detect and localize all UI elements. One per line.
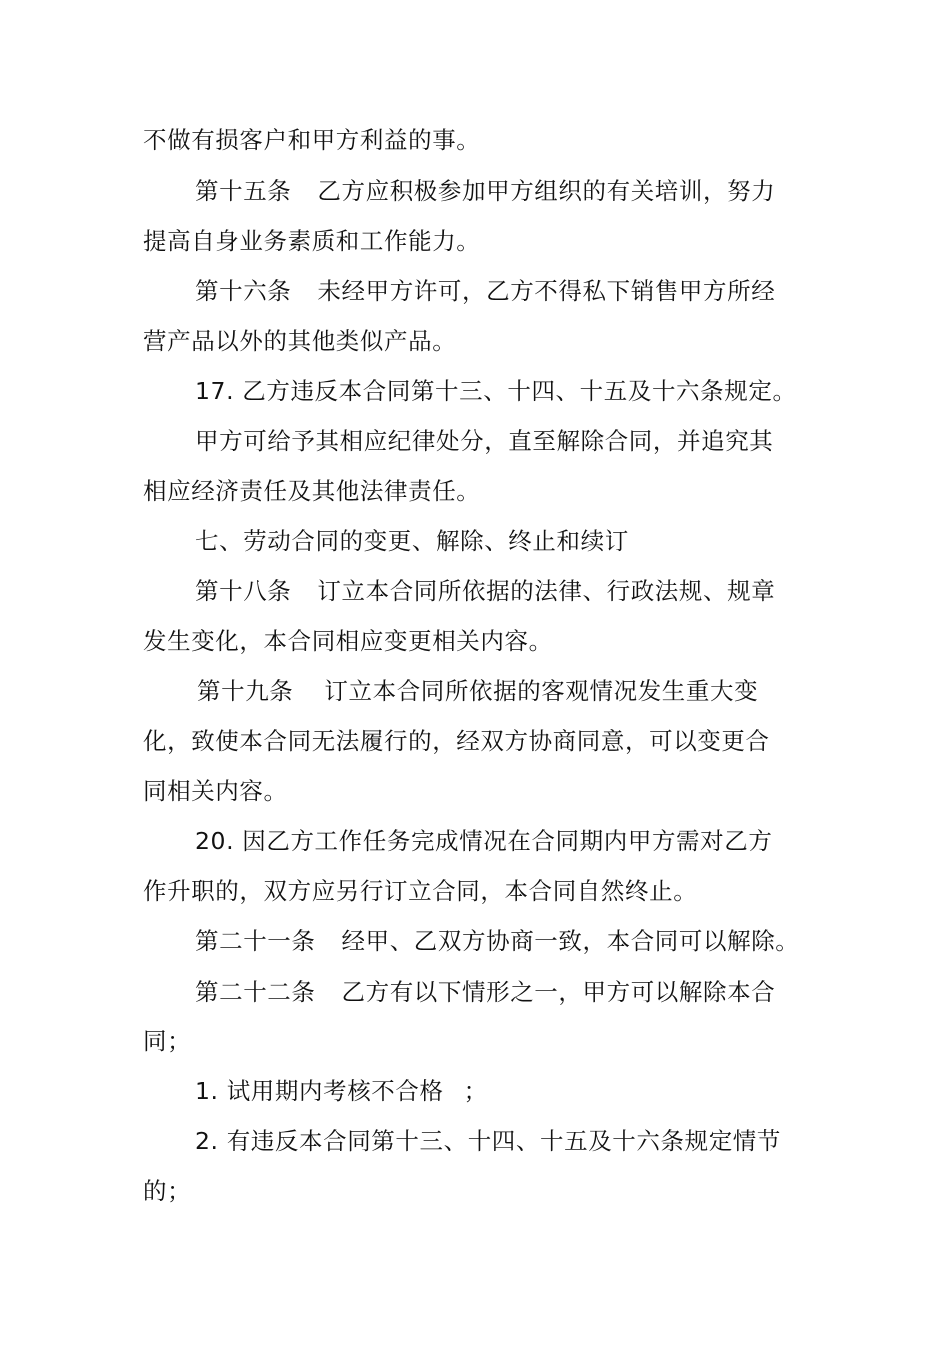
article-17 <box>195 376 797 406</box>
article-number: 第二十二条 <box>195 978 316 1006</box>
article-text: 订立本合同所依据的客观情况发生重大变 <box>324 677 759 705</box>
article-number: 第十五条 <box>195 177 292 205</box>
article-22 <box>195 977 775 1007</box>
article-number: 第十六条 <box>195 277 292 305</box>
line-text: 甲方可给予其相应纪律处分，直至解除合同，并追究其 <box>195 427 774 455</box>
article-20 <box>195 826 772 856</box>
line-text: 提高自身业务素质和工作能力。 <box>143 227 481 255</box>
article-text: 未经甲方许可，乙方不得私下销售甲方所经 <box>317 277 776 305</box>
list-text: 1. 试用期内考核不合格 <box>195 1077 444 1105</box>
line-text: 同相关内容。 <box>143 777 288 805</box>
article-number: 第十八条 <box>195 577 292 605</box>
article-21 <box>195 926 799 956</box>
article-text: 乙方应积极参加甲方组织的有关培训，努力 <box>317 177 776 205</box>
article-16 <box>195 276 775 306</box>
article-text: 订立本合同所依据的法律、行政法规、规章 <box>317 577 776 605</box>
text-line <box>195 426 773 456</box>
text-line <box>143 226 480 256</box>
line-text: 不做有损客户和甲方利益的事。 <box>143 126 481 154</box>
text-line <box>143 776 288 806</box>
article-number: 第十九条 <box>197 677 294 705</box>
line-text: 的； <box>143 1177 192 1205</box>
article-19 <box>197 676 758 706</box>
article-text: 经甲、乙双方协商一致，本合同可以解除。 <box>341 927 800 955</box>
text-line <box>143 876 697 906</box>
line-text: 化，致使本合同无法履行的，经双方协商同意，可以变更合 <box>143 727 770 755</box>
text-line <box>143 125 480 155</box>
line-text: 相应经济责任及其他法律责任。 <box>143 477 481 505</box>
line-text: 17. 乙方违反本合同第十三、十四、十五及十六条规定。 <box>195 377 797 405</box>
line-text: 作升职的，双方应另行订立合同，本合同自然终止。 <box>143 877 698 905</box>
line-text: 同； <box>143 1027 192 1055</box>
article-number: 第二十一条 <box>195 927 316 955</box>
text-line <box>143 326 456 356</box>
line-text: 营产品以外的其他类似产品。 <box>143 327 457 355</box>
list-item-2 <box>195 1126 781 1156</box>
list-item-1 <box>195 1076 488 1106</box>
text-line <box>143 626 553 656</box>
section-heading <box>195 526 629 556</box>
article-15 <box>195 176 775 206</box>
line-text: 20. 因乙方工作任务完成情况在合同期内甲方需对乙方 <box>195 827 773 855</box>
text-line <box>143 726 770 756</box>
text-line <box>143 1026 191 1056</box>
article-text: 乙方有以下情形之一，甲方可以解除本合 <box>341 978 776 1006</box>
text-line <box>143 476 480 506</box>
list-text: 2. 有违反本合同第十三、十四、十五及十六条规定情节 <box>195 1127 781 1155</box>
heading-text: 七、劳动合同的变更、解除、终止和续订 <box>195 527 629 555</box>
line-text: 发生变化，本合同相应变更相关内容。 <box>143 627 553 655</box>
article-18 <box>195 576 775 606</box>
list-punct: ； <box>463 1077 488 1105</box>
text-line <box>143 1176 191 1206</box>
